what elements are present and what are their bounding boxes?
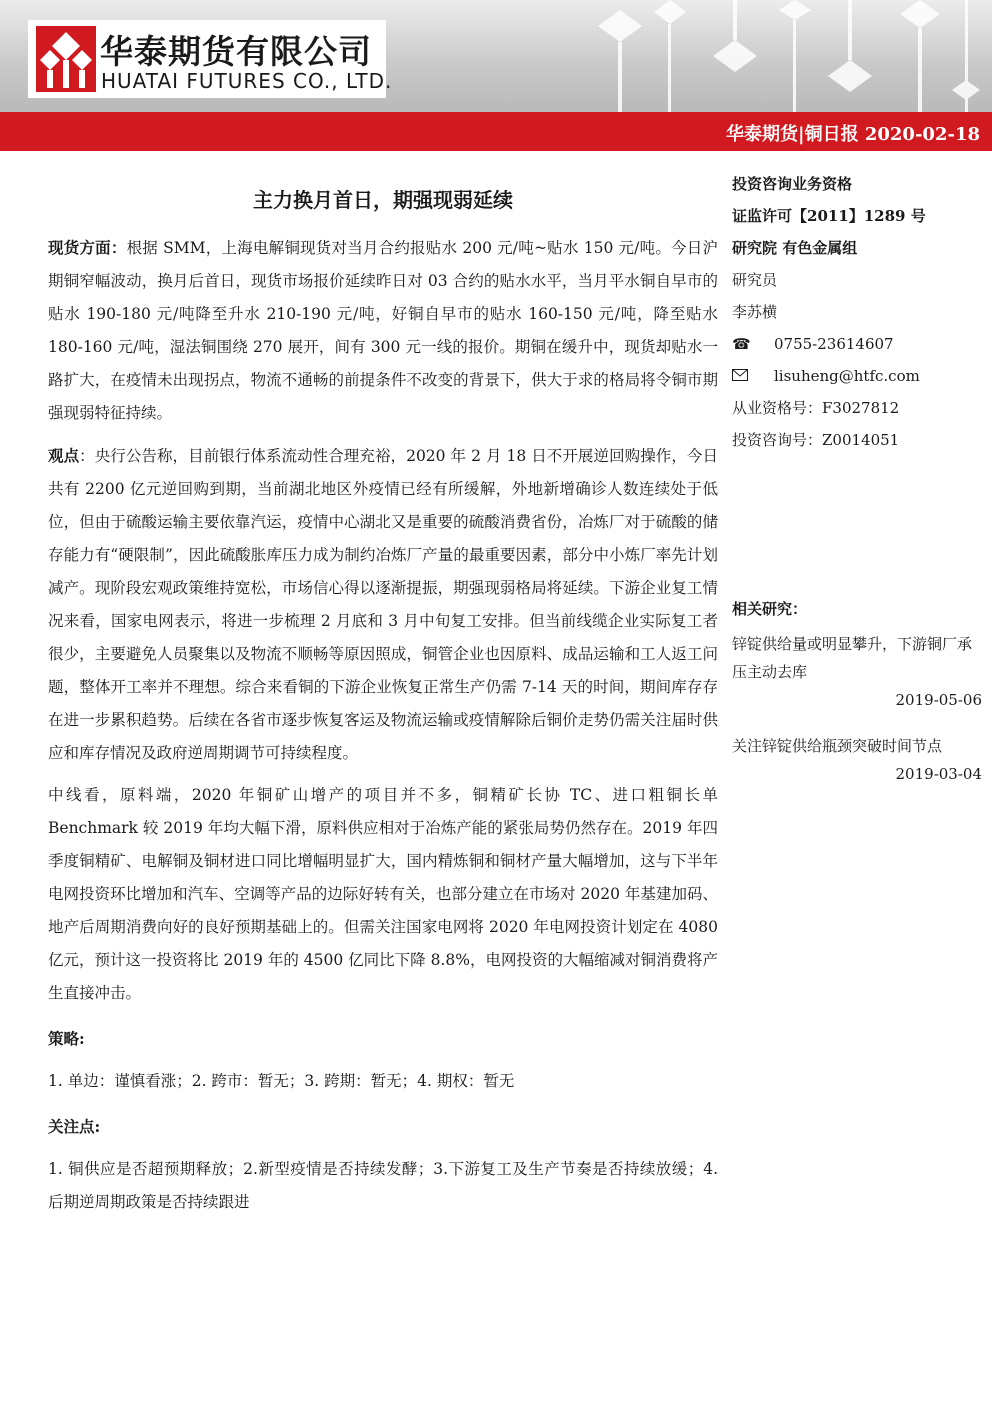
header-band [0, 0, 992, 112]
related-item[interactable] [732, 630, 982, 714]
email-icon [732, 360, 774, 392]
analyst-sidebar [732, 168, 982, 456]
analyst-role: 研究员 [732, 271, 778, 289]
main-content [48, 172, 718, 1228]
strategy-heading: 策略: [48, 1029, 85, 1048]
spot-lead: 现货方面： [48, 238, 127, 257]
huatai-logo-icon [36, 26, 96, 92]
department: 研究院 有色金属组 [732, 239, 858, 257]
spot-text: 根据 SMM，上海电解铜现货对当月合约报贴水 200 元/吨~贴水 150 元/吨。今日沪期铜窄幅波动，换月后首日，现货市场报价延续昨日对 03 合约的贴水水平，当月平水铜自早市的贴水 190-180 元/吨降至升水 210-190 元/吨，好铜自早市的贴水 160-150 元/吨，降至贴水 180-160 元/吨，湿法铜围绕 270 展开，间有 300 元一线的报价。期铜在缓升中，现货却贴水一路扩大，在疫情未出现拐点，物流不通畅的前提条件不改变的背景下，供大于求的格局将令铜市期强现弱特征持续。 [48, 239, 718, 422]
company-name-en: HUATAI FUTURES CO., LTD. [101, 69, 393, 93]
report-tag: 华泰期货|铜日报 2020-02-18 [726, 124, 980, 145]
related-title[interactable]: 锌锭供给量或明显攀升，下游铜厂承压主动去库 [732, 635, 973, 681]
company-name-cn: 华泰期货有限公司 [100, 32, 372, 71]
email-address[interactable]: lisuheng@htfc.com [774, 367, 920, 385]
report-banner [0, 112, 992, 151]
related-date: 2019-03-04 [895, 765, 982, 783]
focus-text: 1. 铜供应是否超预期释放；2.新型疫情是否持续发酵；3.下游复工及生产节奏是否持续放缓；4. 后期逆周期政策是否持续跟进 [48, 1160, 718, 1211]
spot-paragraph [48, 231, 718, 430]
view-paragraph [48, 439, 718, 770]
phone-row [732, 328, 982, 360]
analyst-name: 李苏横 [732, 303, 778, 321]
practice-cert: 从业资格号：F3027812 [732, 399, 900, 417]
related-date: 2019-05-06 [895, 691, 982, 709]
qualification-line1: 投资咨询业务资格 [732, 175, 853, 193]
advisory-cert: 投资咨询号：Z0014051 [732, 431, 900, 449]
midterm-paragraph: 中线看，原料端，2020 年铜矿山增产的项目并不多，铜精矿长协 TC、进口粗铜长单 Benchmark 较 2019 年均大幅下滑，原料供应相对于冶炼产能的紧张局势仍然存在。2019 年四季度铜精矿、电解铜及铜材进口同比增幅明显扩大，国内精炼铜和铜材产量大幅增加，这与下半年电网投资环比增加和汽车、空调等产品的边际好转有关，也部分建立在市场对 2020 年基建加码、地产后周期消费向好的良好预期基础上的。但需关注国家电网将 2020 年电网投资计划定在 4080 亿元，预计这一投资将比 2019 年的 4500 亿同比下降 8.8%，电网投资的大幅缩减对铜消费将产生直接冲击。 [48, 786, 718, 1002]
report-title: 主力换月首日，期强现弱延续 [253, 188, 513, 212]
phone-icon: ☎ [732, 335, 751, 353]
header-decoration [560, 0, 992, 112]
view-lead: 观点 [48, 446, 80, 465]
related-item[interactable] [732, 732, 982, 788]
company-logo [28, 20, 393, 98]
focus-heading: 关注点: [48, 1117, 101, 1136]
related-research-heading: 相关研究： [732, 600, 808, 618]
phone-number: 0755-23614607 [774, 335, 894, 353]
related-title[interactable]: 关注锌锭供给瓶颈突破时间节点 [732, 737, 943, 755]
email-row [732, 360, 982, 392]
strategy-text: 1. 单边：谨慎看涨；2. 跨市：暂无；3. 跨期：暂无；4. 期权：暂无 [48, 1072, 515, 1090]
view-text: ：央行公告称，目前银行体系流动性合理充裕，2020 年 2 月 18 日不开展逆回购操作，今日共有 2200 亿元逆回购到期，当前湖北地区外疫情已经有所缓解，外地新增确诊人数连续处于低位，但由于硫酸运输主要依靠汽运，疫情中心湖北又是重要的硫酸消费省份，冶炼厂对于硫酸的储存能力有“硬限制”，因此硫酸胀库压力成为制约冶炼厂产量的最重要因素，部分中小炼厂率先计划减产。现阶段宏观政策维持宽松，市场信心得以逐渐提振，期强现弱格局将延续。下游企业复工情况来看，国家电网表示，将进一步梳理 2 月底和 3 月中旬复工安排。但当前线缆企业实际复工者很少，主要避免人员聚集以及物流不顺畅等原因照成，铜管企业也因原料、成品运输和工人返工问题，整体开工率并不理想。综合来看铜的下游企业恢复正常生产仍需 7-14 天的时间，期间库存存在进一步累积趋势。后续在各省市逐步恢复客运及物流运输或疫情解除后铜价走势仍需关注届时供应和库存情况及政府逆周期调节可持续程度。 [48, 447, 718, 762]
qualification-line2: 证监许可【2011】1289 号 [732, 207, 926, 225]
